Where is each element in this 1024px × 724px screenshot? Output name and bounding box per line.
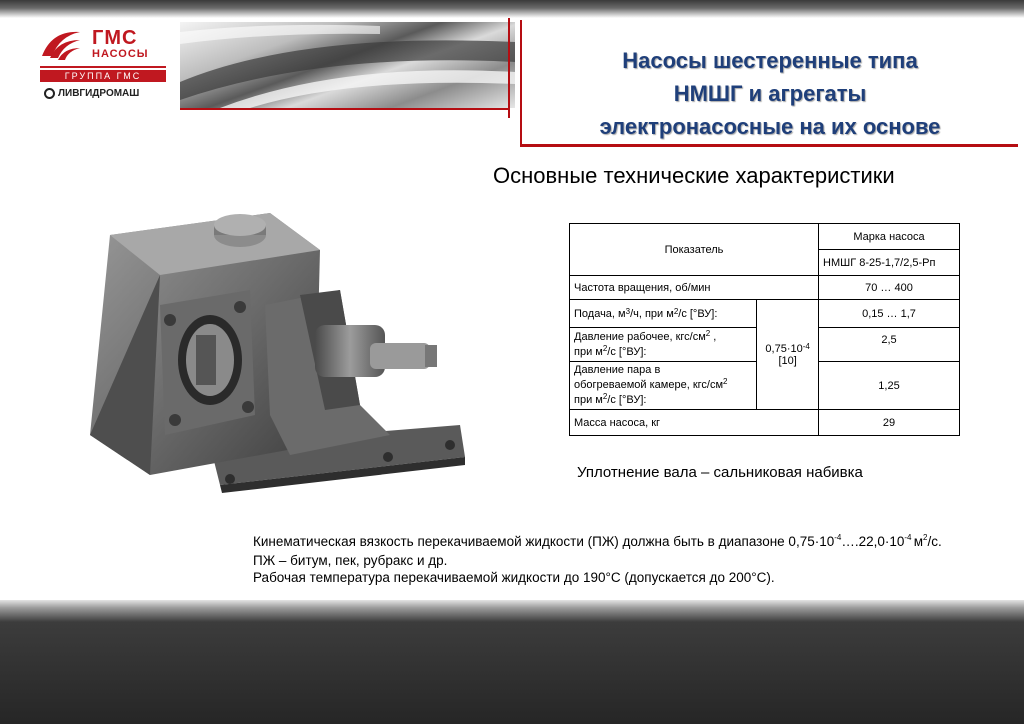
table-row-value: 29: [819, 410, 960, 436]
table-row-label: Давление пара в обогреваемой камере, кгс/$см^2$ при $м^2/с$ [°ВУ]:: [570, 362, 757, 410]
table-row-label: Масса насоса, кг: [570, 410, 819, 436]
partner-logo: ЛИВГИДРОМАШ: [44, 88, 139, 99]
logo-group-label: ГРУППА ГМС: [40, 70, 166, 82]
header-photo-art: [180, 22, 515, 108]
slide-title: Насосы шестеренные типа НМШГ и агрегаты электронасосные на их основе: [599, 48, 941, 139]
logo-divider: [40, 66, 166, 68]
specs-table: [569, 223, 960, 436]
table-row-label: Подача, $м^3/ч$, при $м^2/с$ [°ВУ]:: [570, 300, 757, 328]
company-logo: [36, 22, 176, 102]
bottom-band: [0, 600, 1024, 724]
table-row-value: 2,5: [819, 328, 960, 362]
table-header-indicator: Показатель: [570, 224, 819, 276]
header-photo: [180, 22, 515, 108]
temperature-paragraph: Рабочая температура перекачиваемой жидкости до 190°С (допускается до 200°С).: [253, 570, 775, 585]
header-divider-horizontal: [180, 108, 510, 110]
table-row-value: 1,25: [819, 362, 960, 410]
table-viscosity: $0,75\cdot 10^{-4}$ [10]: [757, 300, 819, 410]
table-row-label: Частота вращения, об/мин: [570, 276, 819, 300]
header-divider-vertical: [508, 18, 510, 118]
livgidromash-icon: [44, 88, 55, 99]
logo-brand: ГМС НАСОСЫ: [92, 27, 149, 60]
table-row-value: 0,15 … 1,7: [819, 300, 960, 328]
table-row-value: 70 … 400: [819, 276, 960, 300]
pump-image: [70, 195, 470, 495]
table-header-brand: Марка насоса: [819, 224, 960, 250]
table-row-label: Давление рабочее, кгс/$см^2$ , при $м^2/с$ [°ВУ]:: [570, 328, 757, 362]
seal-caption: Уплотнение вала – сальниковая набивка: [577, 464, 863, 481]
table-model: НМШГ 8-25-1,7/2,5-Рп: [819, 250, 960, 276]
fluid-paragraph: ПЖ – битум, пек, рубракс и др.: [253, 553, 448, 568]
section-subtitle: Основные технические характеристики: [493, 163, 895, 188]
gms-logo-mark: [40, 26, 82, 64]
title-panel: [520, 20, 1018, 147]
viscosity-paragraph: Кинематическая вязкость перекачиваемой жидкости (ПЖ) должна быть в диапазоне $0,75\cdot 10^{-4}\dots.22,0\cdot 10^{-4}$ $м^2/с$.: [253, 533, 942, 549]
